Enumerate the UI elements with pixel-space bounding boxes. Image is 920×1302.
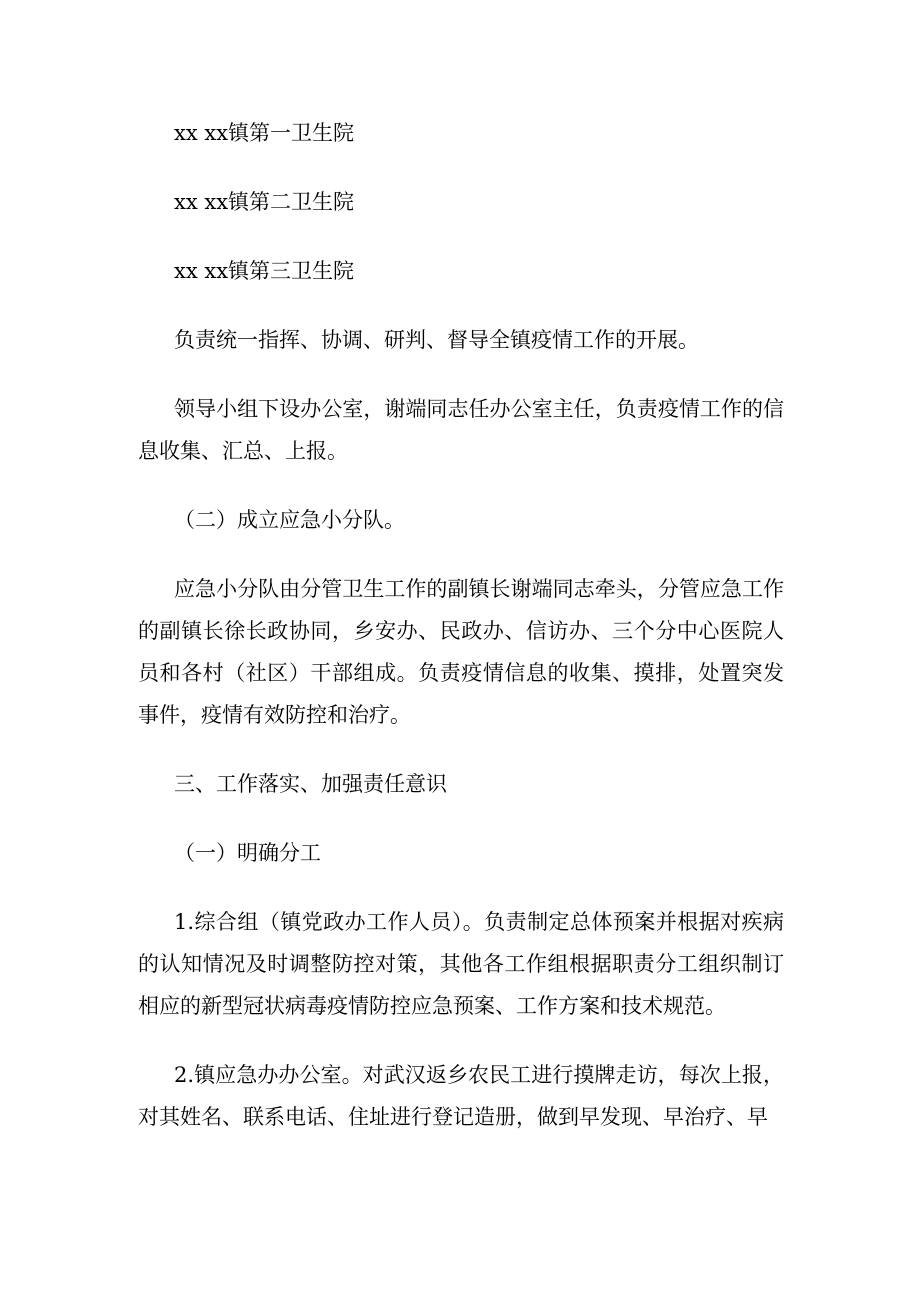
section-heading-emergency-team: （二）成立应急小分队。 [174, 508, 405, 532]
paragraph-responsibility: 负责统一指挥、协调、研判、督导全镇疫情工作的开展。 [174, 328, 699, 352]
section-heading-division-of-labor: （一）明确分工 [174, 841, 321, 865]
paragraph-office: 领导小组下设办公室，谢端同志任办公室主任，负责疫情工作的信息收集、汇总、上报。 [138, 397, 784, 463]
paragraph-hospital-3: xx xx镇第三卫生院 [174, 259, 355, 283]
paragraph-hospital-2: xx xx镇第二卫生院 [174, 190, 355, 214]
paragraph-emergency-office: 2.镇应急办办公室。对武汉返乡农民工进行摸牌走访，每次上报，对其姓名、联系电话、住址进行登记造册，做到早发现、早治疗、早 [138, 1063, 784, 1129]
paragraph-hospital-1: xx xx镇第一卫生院 [174, 121, 355, 145]
document-body [138, 112, 784, 1165]
paragraph-emergency-team: 应急小分队由分管卫生工作的副镇长谢端同志牵头，分管应急工作的副镇长徐长政协同，乡安办、民政办、信访办、三个分中心医院人员和各村（社区）干部组成。负责疫情信息的收集、摸排，处置突发事件，疫情有效防控和治疗。 [138, 577, 784, 727]
section-heading-work-implementation: 三、工作落实、加强责任意识 [174, 772, 447, 796]
paragraph-comprehensive-group: 1.综合组（镇党政办工作人员）。负责制定总体预案并根据对疾病的认知情况及时调整防控对策，其他各工作组根据职责分工组织制订相应的新型冠状病毒疫情防控应急预案、工作方案和技术规范。 [138, 910, 784, 1018]
